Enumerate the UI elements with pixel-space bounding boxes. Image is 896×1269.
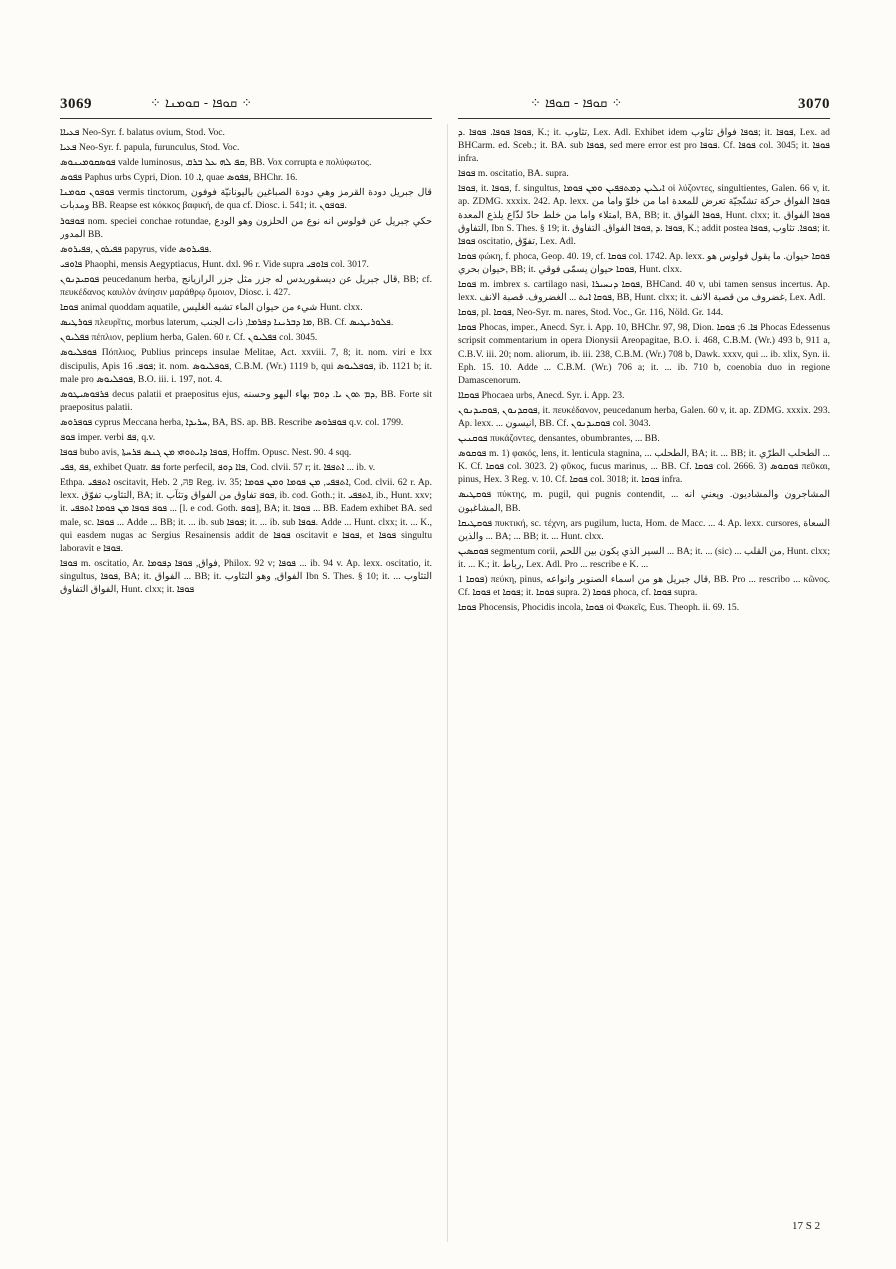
dictionary-entry: ܦܘܦܘܢ ܩܘܡܢܐ vermis tinctorum, قال جبريل دودة القرمز وهي دودة الصباغين بالیونانیّة فوفون ومدبات BB. Reapse est κόκκος βαφική, de qua cf. Diosc. i. 541; it. ܦܘܦܘܢ.	[60, 187, 432, 212]
dictionary-entry: ܦܥܝܐܐ Neo-Syr. f. balatus ovium, Stod. Voc.	[60, 127, 225, 138]
dictionary-entry: ܦܦܠܝܘܢ πέπλιον, peplium herba, Galen. 60 r. Cf. ܦܦܠܝܘܢ col. 3045.	[60, 332, 318, 344]
dictionary-entry: ܦܪܦܘܣܝܛܘܣ decus palatii et praepositus ejus, ܕܡ ܬܘܢ ܝܐ. ܕܘܡ بهاء البهو وحسنه, BB. Forte sit praepositus palatii.	[60, 388, 432, 413]
dictionary-entry: ܦܘܩܐ φώκη, f. phoca, Geop. 40. 19, cf. ܦܘܩܐ col. 1742. Ap. lexx. ܦܘܩܐ حیوان. ما يقول فولوس هو حيوان بحري, BB; it. ܦܘܩܐ حيوان يسمّى فوقي, Hunt. clxx.	[458, 250, 830, 275]
dictionary-entry: ܦܘܦܐ m. oscitatio, BA. supra.	[458, 168, 569, 180]
dictionary-entry: ܦܥܝܐ Neo-Syr. f. papula, furunculus, Stod. Voc.	[60, 142, 240, 154]
signature-mark: 17 S 2	[792, 1220, 821, 1232]
dictionary-entry: ܦܘܪܛܝܣ πλευρῖτις, morbus laterum, ܡܐ ܕܒܪܝܢܐ ܕܦܪܡܐ, ذات الجنب, BB. Cf. ܦܠܘܪܝܛܝܣ.	[60, 317, 394, 329]
dictionary-entry: ܦܘܩܐ, pl. ܦܘܩܐ, Neo-Syr. m. nares, Stod. Voc., Gr. 116, Nöld. Gr. 144.	[458, 307, 724, 319]
dictionary-entry: ܦܘܦܘܪ nom. speciei conchae rotundae, حکي جبريل عن فولوس انه نوع من الحلزون وهو الودع المدور BB.	[60, 215, 432, 240]
dictionary-entry: ܦܘܩܝܕܢܘܢ peucedanum herba, قال جبريل عن دیسقوریدس له جزر مثل جزر الرازیانج, BB; cf. πευκέδανος καυλὸν ἀνίησιν μαράθρῳ ὅμοιον, Diosc. i. 427.	[60, 273, 432, 299]
dictionary-entry: ܦܘܩܐ m. imbrex s. cartilago nasi, ܦܘܩܐ ܕܢܚܝܪܐ, BHCand. 40 v, ubi tamen sensus incertus. Ap. lexx. ܦܘܩܐ ܐܝܬ ... الغضروف. قصبة الانف, BB, Hunt. clxx; it. غضروف من قصبة الانف, Lex. Adl.	[458, 279, 830, 304]
left-column	[60, 126, 432, 1252]
dictionary-entry: Ethpa. ܐܬܦܦܝ oscitavit, Heb. פּהּ, 2 Reg. iv. 35; ܐܬܦܦܝ, ܡܢ ܦܘܡܐ ܘܡܢ ܦܘܡܐ, Cod. clvii. 62 r. Ap. lexx. التثاوب تفوّق, BA; it. ܦܘܦ تفاوق من الفواق وتثآب, ib. cod. Goth.; it. ܐܬܦܦܝ, ib., Hunt. xxv; it. ܦܘܦ ܦܘܦܐ ܡܢ ܦܘܡܐ ܐܬܦܦܝ ... [l. e cod. Goth. ܦܘܦ], BA; it. ܦܘܦܐ ... BB. Eadem exhibet BA. sed male, sc. ܦܘܦܐ ... Adde ... BB; it. ... ib. sub ܦܘܦܐ; it. ... ib. sub ܦܘܦܐ. Adde ... Hunt. clxx; it. ... K., qui easdem nugas ac Sergius Resainensis addit de ܦܘܦܐ oscitavit e ܦܘܦܐ, et ܦܘܦܐ singultu laboravit e ܦܘܦܐ.	[60, 477, 432, 554]
dictionary-entry: ܦܘܩܛܝܣ πύκτης, m. pugil, qui pugnis contendit, ... المشاجرون والمشاديون. ويعني انه المشاغبون, BB.	[458, 489, 830, 514]
dictionary-entry: ܦܐܘܦܝ Phaophi, mensis Aegyptiacus, Hunt. dxl. 96 r. Vide supra ܦܐܘܦܝ col. 3017.	[60, 258, 369, 270]
dictionary-entry: ܦܦܘܣ Paphus urbs Cypri, Dion. ܐ. 10, quae ܦܦܘܣ, BHChr. 16.	[60, 172, 298, 184]
dictionary-entry: ܦܘܩܐ 1) πεύκη, pinus, قال جبريل هو من اسماء الصنوبر وانواعه, BB. Pro ... rescribo ... κῶνος. Cf. ܦܘܩܐ et ܦܘܩܐ; it. ܦܘܩܐ supra. 2) ܦܘܩܐ phoca, cf. ܦܘܩܐ supra.	[458, 574, 830, 599]
right-column	[458, 126, 830, 1236]
dictionary-entry: ܦܘܦܠܝܘܣ Πόπλιος, Publius princeps insulae Melitae, Act. xxviii. 7, 8; it. nom. viri e lxx discipulis, Apis ܦܘܦ. 16; it. nom. ܦܘܦܠܝܘܣ, C.B.M. (Wr.) 1119 b, qui ܦܘܦܠܝܘܣ, ib. 1121 b; it. male pro ܦܘܦܠܝܘܣ, B.O. iii. i. 197, not. 4.	[60, 347, 432, 385]
dictionary-entry: ܦܘܩܐܐ Phocaea urbs, Anecd. Syr. i. App. 23.	[458, 389, 625, 401]
column-divider	[447, 124, 448, 1242]
dictionary-entry: ܦܘܩܢܝܢ πυκάζοντες, densantes, obumbrantes, ... BB.	[458, 433, 660, 445]
dictionary-entry: ܦܘܩܣܝܢ segmentum corii, السير الذي يكون بين اللحم ... BA; it. ... (sic) ... من القلب, Hunt. clxx; it. ... K.; it. رباط, Lex. Adl. Pro ... rescribe e K. ...	[458, 545, 830, 570]
dictionary-entry: ܦܘܦܐ, it. ܦܘܦܐ, f. singultus, ܐܝܠܝܢ ܕܡܬܦܦܝܢ ܘܡܢ ܦܘܡܐ οἱ λύζοντες, singultientes, Galen. 66 v, it. ap. ZDMG. xxxix. 242. Ap. lexx. ܦܘܦܐ الفواق حركة تشنّجيّة تعرض للمعدة اما من خلوّ واما من امتلاء واما من خلط حادّ لذّاع يلذع المعدة, BA, BB; it. ܦܘܦܐ الفواق, Hunt. clxx; it. ܦܘܦܐ الفواق التفاوق, Ibn S. Thes. § 19; it. ܦܘܦܐ .ܕ ,ܦܘܦܐ الفواق. التفاوق, K.; addit postea ܦܘܦܐ. تثاوب ,ܦܘܦܐ; it. ܦܘܦܐ oscitatio, تفوّق, Lex. Adl.	[458, 183, 830, 247]
right-running-title: ⁘ ܩܘܦܐ - ܩܘܦܐ ⁘	[530, 96, 623, 111]
dictionary-entry: ܦܘܦܐ bubo avis, ܦܘܦܐ ܕܐܝܬܘܗܝ ܡܢ ܓܢܣ ܦܪܚܬܐ, Hoffm. Opusc. Nest. 90. 4 sqq.	[60, 447, 352, 459]
dictionary-entry: ܦܦܝܪܘܢ ,ܦܦܝܪܘܣ papyrus, vide ܦܦܝܪܘܣ.	[60, 243, 212, 255]
left-page-number: 3069	[60, 96, 92, 112]
dictionary-entry: ܦܘܦܐ ܦܘܦܐ. ܦܘܦܐ .ܕ, K.; it. تثاوب, Lex. Adl. Exhibet idem ܦܘܦܐ فواق تثاوب; it. ܦܘܦܐ, Lex. ad BHCarm. ed. Sceb.; it. BA. sub ܦܘܦܐ, sed mere error est pro ܦܘܦܐ. Cf. ܦܘܦܐ col. 3045; it. ܦܘܦܐ infra.	[458, 127, 830, 165]
dictionary-entry: ܦܘܦ imper. verbi ܦܦ, q.v.	[60, 431, 156, 443]
left-header-rule	[60, 118, 432, 119]
left-running-title: ⁘ ܩܘܦܐ - ܩܘܡܢܐ ⁘	[150, 96, 253, 111]
dictionary-entry: ܦܘܦܐ m. oscitatio, Ar. فواق, ܦܘܦܐ ܕܦܘܡܐ, Philox. 92 v; ܦܘܦܐ ... ib. 94 v. Ap. lexx. oscitatio, it. singultus, ܦܘܦܐ, BA; it. الفواق ... BB; it. الفواق, وهو التثاوب Ibn S. Thes. § 10; it. التثاوب ... الفواق التفاوق, Hunt. clxx; it. ܦܘܦܐ	[60, 557, 432, 595]
dictionary-entry: ܦܦ ,ܦܦܝ, exhibet Quatr. ܦܦ forte perfecil, ܦܐܐ ܕܘܦ, Cod. clvii. 57 r; it. ܐܬܦܦܐ ... ib. v.	[60, 462, 376, 474]
dictionary-entry: ܦܘܩܘܣ m. 1) φακός, lens, it. lenticula stagnina, ... الطحلب, BA; it. ... BB; it. الطحلب الطرّي ... K. Cf. ܦܘܩܐ col. 3023. 2) φῦκος, fucus marinus, ... BB. Cf. ܦܘܩܐ col. 2666. 3) ܦܘܩܘܣ πεῦκαι, pinus, Hex. 3 Reg. v. 10. Cf. ܦܘܩܐ col. 3018; it. ܦܘܩܐ infra.	[458, 448, 830, 486]
dictionary-entry: ܦܘܩܛܝܩܐ πυκτική, sc. τέχνη, ars pugilum, lucta, Hom. de Macc. ... 4. Ap. lexx. cursores, السعاة والذين ... BA; ... BB; it. ... Hunt. clxx.	[458, 517, 830, 542]
dictionary-entry: ܦܘܦܪܘܣ cyprus Meccana herba, ܚܪܝܕܐ, BA, BS. ap. BB. Rescribe ܦܘܦܪܘܣ q.v. col. 1799.	[60, 416, 404, 428]
dictionary-entry: ܦܘܩܐ Phocensis, Phocidis incola, ܦܘܩܐ οἱ Φωκεῖς, Eus. Theoph. ii. 69. 15.	[458, 602, 740, 614]
dictionary-entry: ܦܘܩܕܢܘܢ ,ܦܘܩܝܕܢܘܢ, it. πευκέδανον, peucedanum herba, Galen. 60 v, it. ap. ZDMG. xxxix. 293. Ap. lexx. ... انیسون, BB. Cf. ܦܘܩܝܕܢܘܢ col. 3043.	[458, 404, 830, 429]
dictionary-entry: ܦܘܣܩܘܡܝܢܘܣ valde luminosus, ܩܦ ܠܗ ܥܠ ܒܪܩ, BB. Vox corrupta e πολύφωτος.	[60, 157, 372, 169]
dictionary-entry: ܦܘܩܐ Phocas, imper., Anecd. Syr. i. App. 10, BHChr. 97, 98, Dion. ܦܐ. 6; ܦܘܩܐ Phocas Edessenus scripsit commentarium in opera Dionysii Areopagitae, B.O. i. 468, C.B.M. (Wr.) 493 b, 911 a, C.B.V. iii. 20; nom. aliorum, ib. iii. 238, C.B.M. (Wr.) 708 b, Dawk. xxxv, qui ... ib. xlix, Syn. ii. Eph. 15. 10. Adde ... C.B.M. (Wr.) 706 a; it. ... ib. 710 b, coenobia duo in regione Damascenorum.	[458, 322, 830, 386]
right-page-number: 3070	[798, 96, 830, 112]
dictionary-entry: ܦܘܩܐ animal quoddam aquatile, شيء من حیوان الماء تشبه الغلیس Hunt. clxx.	[60, 302, 363, 314]
right-header-rule	[458, 118, 830, 119]
